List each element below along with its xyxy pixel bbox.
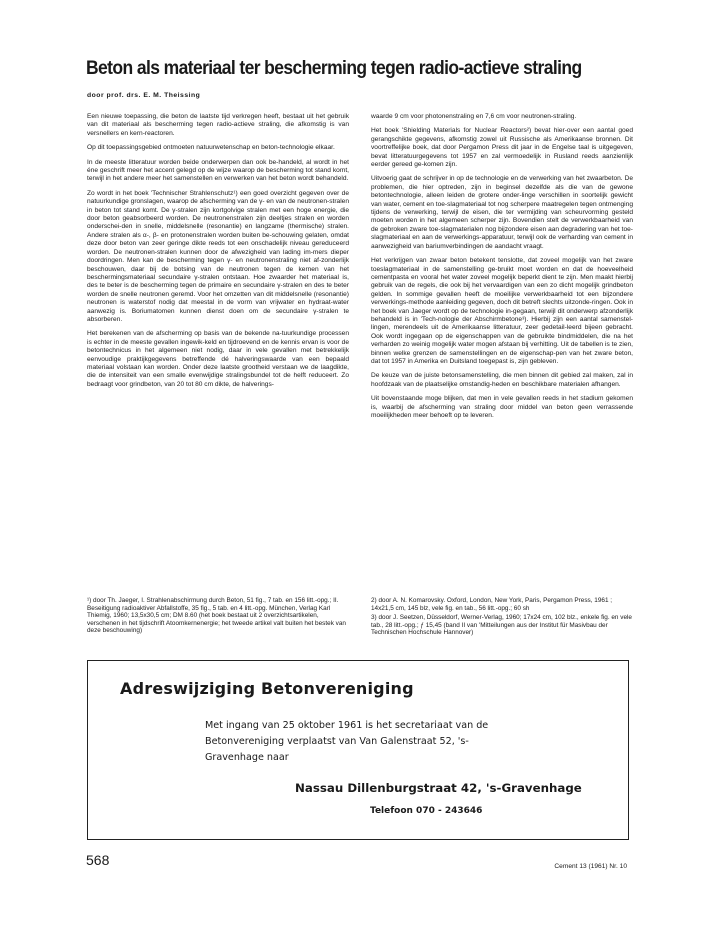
notice-phone: Telefoon 070 - 243646 [370, 806, 483, 816]
paragraph: Een nieuwe toepassing, die beton de laatste tijd verkregen heeft, bestaat uit het gebruik van dit materiaal als bescherming tegen radio-actieve straling, die afkomstig is van versnellers en kern-reactoren. [87, 113, 349, 137]
journal-reference: Cement 13 (1961) Nr. 10 [554, 863, 627, 870]
notice-body: Met ingang van 25 oktober 1961 is het secretariaat van de Betonvereniging verplaatst van Van Galenstraat 52, 's-Gravenhage naar [205, 720, 489, 763]
article-byline: door prof. drs. E. M. Theissing [87, 92, 201, 99]
notice-title: Adreswijziging Betonvereniging [120, 679, 414, 698]
paragraph: Zo wordt in het boek 'Technischer Strahlenschutz¹) een goed overzicht gegeven over de natuurkundige gronslagen, waarop de afscherming van de γ- en van de neutronen-stralen in beton tot stand komt. De γ-stralen zijn kortgolvige stralen met een hoge energie, die door beton geabsorbeerd worden. De neutronenstralen zijn deeltjes stralen en worden onderschei-den in snelle, middelsnelle (resonantie) en langzame (thermische) stralen. Andere stralen als α-, β- en protonenstralen worden buiten be-schouwing gelaten, omdat deze door beton van zeer geringe dikte reeds tot een onschadelijk niveau gereduceerd worden. De neutronen-stralen kunnen door de afwezigheid van lading im-mers dieper doordringen. Men kan de bescherming tegen γ- en neutronenstraling niet af-zonderlijk beschouwen, daar bij de botsing van de neutronen tegen de kernen van het beschermingsmateriaal secundaire γ-stralen ontstaan. Hoe zwaarder het materiaal is, des te beter is de bescherming tegen de primaire en secundaire γ-stralen en des te beter worden de snelle neutronen geremd. Voor het omzetten van dit middelsnelle (resonantie) neutronen is waterstof nodig dat meestal in de vorm van vrijwater en hydraat-water aanwezig is. Boriumatomen kunnen dienst doen om de secundaire γ-stralen te absorberen. [87, 189, 349, 323]
footnote: ¹) door Th. Jaeger, I. Strahlenabschirmung durch Beton, 51 fig., 7 tab. en 156 litt.-opg.; II. Beseitigung radioaktiver Abfallstoffe, 35 fig., 5 tab. en 4 litt.-opg. München, Verlag Karl Thiemig, 1960; 13,5x30,5 cm; DM 8.60 (het boek bestaat uit 2 overzichtsartikelen, verschenen in het tijdschrift Atoomkernenergie; het tweede artikel valt buiten het bestek van deze beschouwing) [87, 597, 346, 635]
footnote: 3) door J. Seetzen, Düsseldorf, Werner-Verlag, 1960; 17x24 cm, 102 blz., enkele fig. en vele tab., 28 litt.-opg.; ƒ 15,45 (band II van 'Mitteilungen aus der Institut für Masivbau der Technischen Hochschule Hannover) [371, 614, 632, 637]
paragraph: Uitvoerig gaat de schrijver in op de technologie en de verwerking van het zwaarbeton. De problemen, die hier optreden, zijn in beginsel dezelfde als die van de gewone betontechnologie, alleen leiden de grotere onder-linge verschillen in soortelijk gewicht van water, cement en toe-slagmateriaal tot nog scherpere maatregelen tegen ontmenging tijdens de verwerking, terwijl de eisen, die ter vermijding van scheurvorming gesteld moeten worden in het algemeen scherper zijn. Bovendien stelt de verwerkbaarheid van de gebroken zware toe-slagmaterialen nog bijzondere eisen aan degradering van het toe-slagmateriaal en aan de verwerkings-apparatuur, terwijl ook de verharding van cement in aanwezigheid van bariumverbindingen de aandacht vraagt. [371, 175, 633, 250]
footnotes-left [87, 597, 349, 637]
paragraph: Het boek 'Shielding Materials for Nuclear Reactors²) bevat hier-over een aantal goed gerangschikte gegevens, afkomstig zowel uit Russische als Amerikaanse bronnen. Dit voortreffelijke boek, dat door Pergamon Press dit jaar in de Engelse taal is uitgegeven, bevat litteratuurgegevens tot 1957 en zal vermoedelijk in Rusland reeds aanzienlijk eerder gereed ge-komen zijn. [371, 127, 633, 169]
paragraph: Het verkrijgen van zwaar beton betekent tenslotte, dat zoveel mogelijk van het zware toeslagmateriaal in de samenstelling ge-bruikt moet worden en dat de hoeveelheid cementpasta en vooral het water zoveel mogelijk beperkt dient te zijn. Men maakt hierbij gebruik van de regels, die ook bij het vervaardigen van een zo dicht mogelijk grindbeton gelden. In sommige gevallen heeft de moeilijke verwerkbaarheid tot een bijzondere verwerkings-methode aanleiding gegeven, doch dit betreft slechts uitzonde-ringen. Ook in het boek van Jaeger wordt op de technologie in-gegaan, terwijl dit onderwerp afzonderlijk behandeld is in 'Tech-nologie der Abschirmbetone³). Hierbij zijn een aantal samenstel-lingen, merendeels uit de Amerikaanse litteratuur, zeer gedetail-leerd bijeen gebracht. Ook wordt ingegaan op de eigenschappen van de gebruikte bindmiddelen, die na het verharden zo weinig mogelijk water mogen afstaan bij verhitting. Uit de tabellen is te zien, binnen welke grenzen de samenstellingen en de eigenschap-pen van het zware beton, dat tot 1957 in Amerika en Duitsland toegepast is, zijn gebleven. [371, 257, 633, 365]
page-number: 568 [86, 852, 110, 868]
paragraph: waarde 9 cm voor photonenstraling en 7,6 cm voor neutronen-straling. [371, 113, 577, 120]
article-title: Beton als materiaal ter bescherming tegen radio-actieve straling [86, 56, 582, 79]
footnotes-right [371, 597, 633, 639]
left-column [87, 113, 349, 395]
paragraph: De keuze van de juiste betonsamenstelling, die men binnen dit gebied zal maken, zal in hoofdzaak van de plaatselijke omstandig-heden en beschikbare materialen afhangen. [371, 372, 633, 388]
paragraph: Uit bovenstaande moge blijken, dat men in vele gevallen reeds in het stadium gekomen is, waarbij de afscherming van straling door middel van beton geen verrassende moeilijkheden meer behoeft op te leveren. [371, 395, 633, 419]
address-change-notice [87, 660, 629, 840]
paragraph: Het berekenen van de afscherming op basis van de bekende na-tuurkundige processen is echter in de meeste gevallen ingewik-keld en tijdroevend en de kennis ervan is voor de betontechnicus in het algemeen niet nodig, daar in vele gevallen met betrekkelijk eenvoudige praktijkgegevens betreffende dé halveringswaarde van een bepaald materiaal volstaan kan worden. Onder deze laatste grootheid verstaan we de laagdikte, die de intensiteit van een smalle evenwijdige stralingsbundel tot de helft reduceert. Zo bedraagt voor grindbeton, van 20 tot 80 cm dikte, de halverings- [87, 330, 349, 388]
right-column [371, 113, 633, 426]
notice-address: Nassau Dillenburgstraat 42, 's-Gravenhage [295, 781, 582, 795]
footnote: 2) door A. N. Komarovsky. Oxford, London, New York, Paris, Pergamon Press, 1961 ; 14x21,5 cm, 145 blz, vele fig. en tab., 56 litt.-opg.; 60 sh [371, 597, 613, 612]
paragraph: Op dit toepassingsgebied ontmoeten natuurwetenschap en beton-technologie elkaar. [87, 144, 335, 152]
paragraph: In de meeste litteratuur worden beide onderwerpen dan ook be-handeld, al wordt in het éne geschrift meer het accent gelegd op de wijze waarop de bescherming tot stand komt, terwijl in het andere meer het samenstellen en verwerken van het beton wordt behandeld. [87, 158, 349, 183]
